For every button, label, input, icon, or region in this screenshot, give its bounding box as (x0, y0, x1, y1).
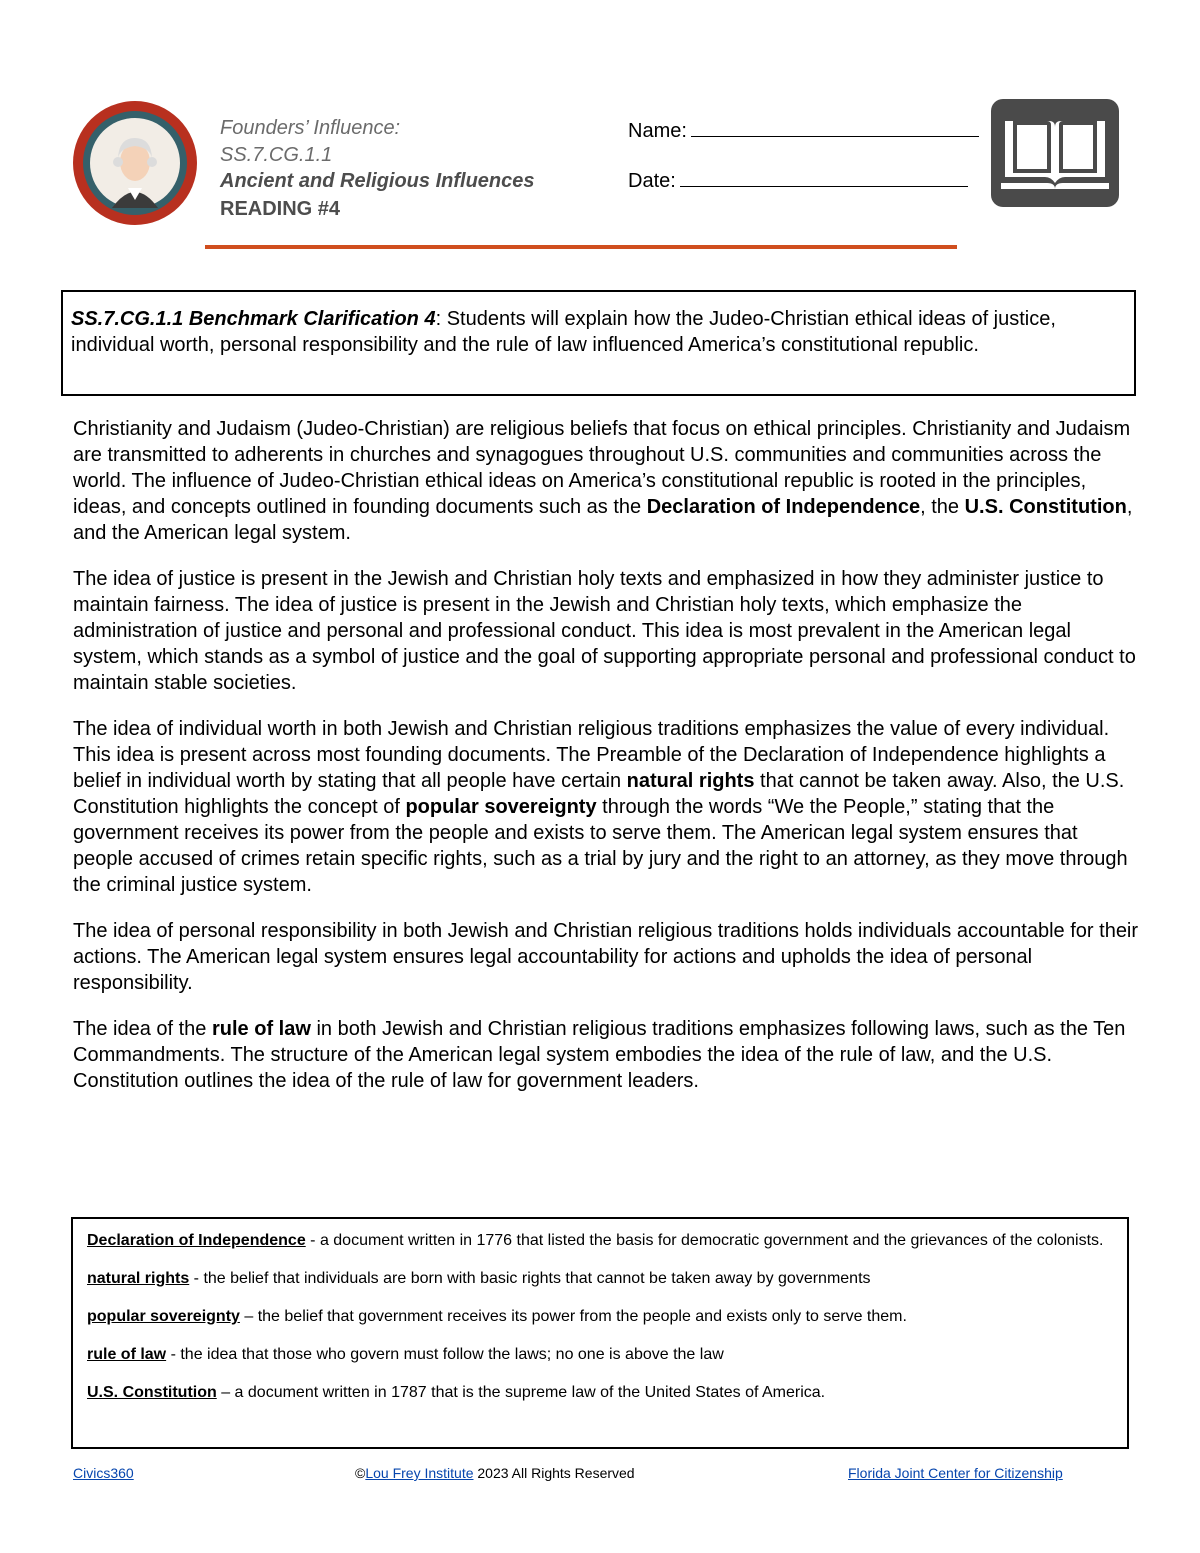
glossary-entry: U.S. Constitution – a document written in 1787 that is the supreme law of the United States of America. (87, 1384, 826, 1401)
header-title: Ancient and Religious Influences (220, 170, 535, 192)
glossary-entry: natural rights - the belief that individuals are born with basic rights that cannot be taken away by governments (87, 1270, 871, 1287)
term-constitution: U.S. Constitution (964, 496, 1127, 518)
reading-body (73, 416, 1143, 1114)
footer-right (848, 1465, 1063, 1481)
header-standard: SS.7.CG.1.1 (220, 144, 333, 166)
glossary-entry: popular sovereignty – the belief that government receives its power from the people and exists only to serve them. (87, 1308, 907, 1325)
fjcc-link[interactable]: Florida Joint Center for Citizenship (848, 1465, 1063, 1481)
name-field[interactable] (628, 118, 979, 143)
footer-copyright: ©Lou Frey Institute 2023 All Rights Reserved (355, 1465, 635, 1481)
name-line[interactable] (691, 118, 979, 137)
benchmark-box (61, 290, 1136, 396)
paragraph-personal-responsibility: The idea of personal responsibility in both Jewish and Christian religious traditions holds individuals accountable for their actions. The American legal system ensures legal accountability for actions and upholds the idea of personal responsibility. (73, 920, 1139, 994)
date-label: Date: (628, 170, 676, 192)
founder-portrait-icon (72, 100, 198, 226)
lou-frey-institute-link[interactable]: Lou Frey Institute (365, 1465, 474, 1481)
header-divider (205, 245, 957, 249)
term-popular-sovereignty: popular sovereignty (405, 796, 597, 818)
glossary-box (71, 1217, 1129, 1449)
benchmark-label: SS.7.CG.1.1 Benchmark Clarification 4 (71, 308, 436, 330)
paragraph-individual-worth: The idea of individual worth in both Jewish and Christian religious traditions emphasizes the value of every individual. This idea is present across most founding documents. The Preamble of the Declaration of Independence highlights a belief in individual worth by stating that all people have certain natural rights that cannot be taken away. Also, the U.S. Constitution highlights the concept of popular sovereignty through the words “We the People,” stating that the government receives its power from the people and exists to serve them. The American legal system ensures that people accused of crimes retain specific rights, such as a trial by jury and the right to an attorney, as they move through the criminal justice system. (73, 718, 1128, 896)
footer-left (73, 1465, 134, 1481)
glossary-entry: Declaration of Independence - a document written in 1776 that listed the basis for democratic government and the grievances of the colonists. (87, 1232, 1104, 1249)
date-field[interactable] (628, 168, 968, 193)
glossary-entry: rule of law - the idea that those who govern must follow the laws; no one is above the law (87, 1346, 724, 1363)
benchmark-text: : Students will explain how the Judeo-Christian ethical ideas of justice, individual worth, personal responsibility and the rule of law influenced America’s constitutional republic. (71, 308, 1056, 356)
paragraph-rule-of-law: The idea of the rule of law in both Jewish and Christian religious traditions emphasizes following laws, such as the Ten Commandments. The structure of the American legal system embodies the idea of the rule of law, and the U.S. Constitution outlines the idea of the rule of law for government leaders. (73, 1018, 1126, 1092)
name-label: Name: (628, 120, 687, 142)
term-natural-rights: natural rights (626, 770, 755, 792)
paragraph-justice: The idea of justice is present in the Jewish and Christian holy texts and emphasized in how they administer justice to maintain fairness. The idea of justice is present in the Jewish and Christian holy texts, which emphasize the administration of justice and personal and professional conduct. This idea is most prevalent in the American legal system, which stands as a symbol of justice and the goal of supporting appropriate personal and professional conduct to maintain stable societies. (73, 568, 1136, 694)
date-line[interactable] (680, 168, 968, 187)
civics360-link[interactable]: Civics360 (73, 1465, 134, 1481)
paragraph-judeo-christian: Christianity and Judaism (Judeo-Christian) are religious beliefs that focus on ethical principles. Christianity and Judaism are transmitted to adherents in churches and synagogues throughout U.S. communities and communities across the world. The influence of Judeo-Christian ethical ideas on America’s constitutional republic is rooted in the principles, ideas, and concepts outlined in founding documents such as the Declaration of Independence, the U.S. Constitution, and the American legal system. (73, 418, 1133, 544)
open-book-icon (991, 99, 1119, 207)
header-reading-number: READING #4 (220, 198, 341, 220)
term-rule-of-law: rule of law (211, 1018, 311, 1040)
term-declaration: Declaration of Independence (646, 496, 921, 518)
header-topic: Founders’ Influence: (220, 117, 401, 139)
